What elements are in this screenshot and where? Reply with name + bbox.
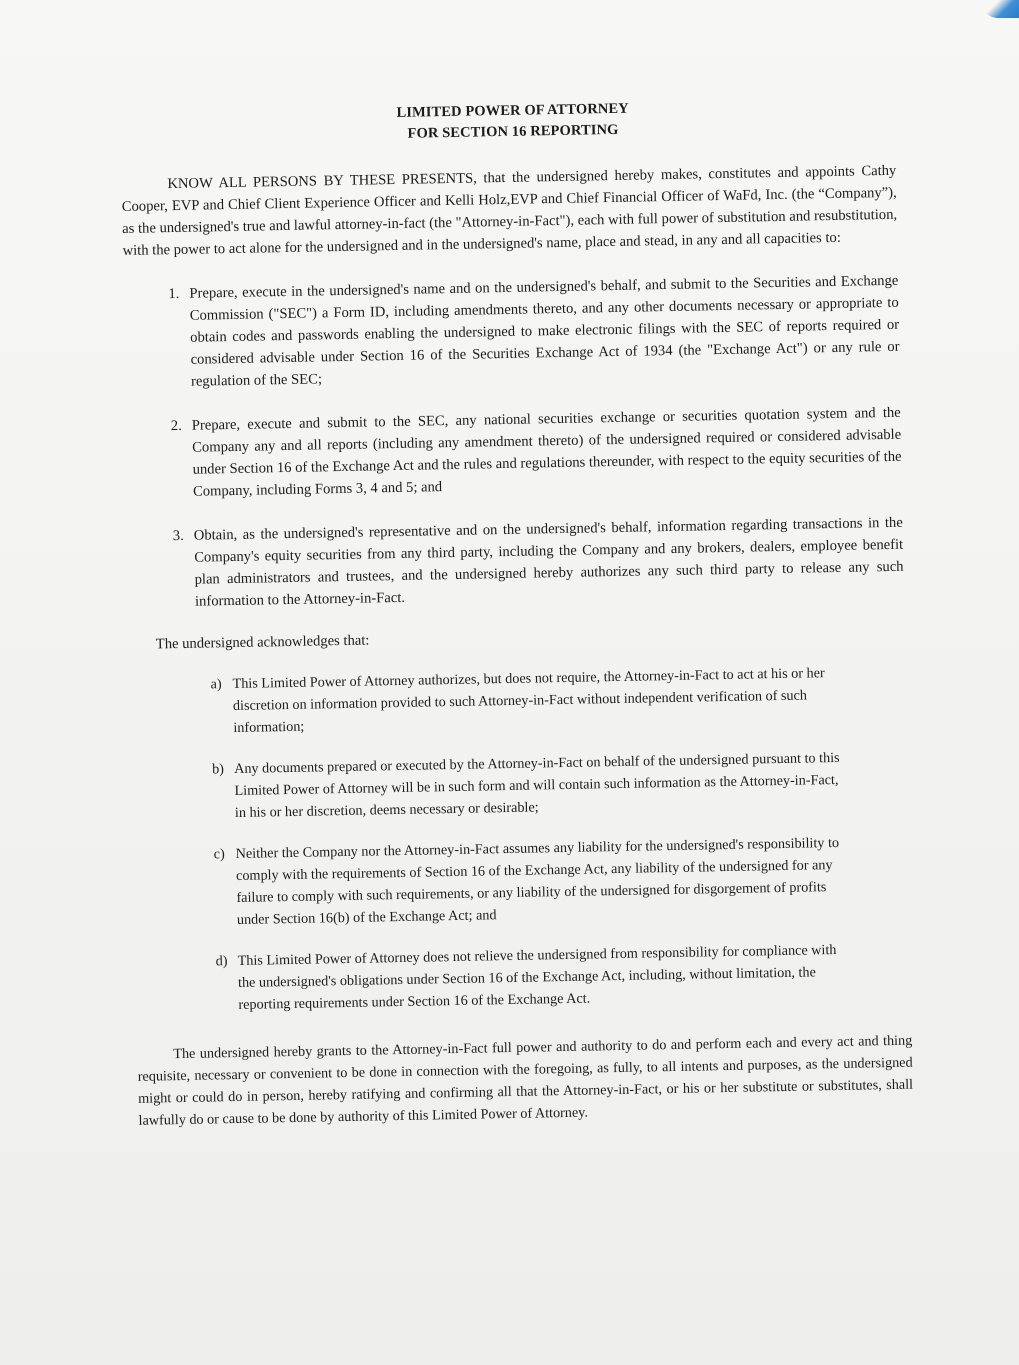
list-item	[126, 402, 902, 504]
list-item-text: This Limited Power of Attorney authorizes, but does not require, the Attorney-in-Fact to act at his or her discretion on information provided to such Attorney-in-Fact without independent verification of such information;	[232, 665, 825, 737]
list-marker: d)	[215, 953, 228, 970]
document-body	[120, 94, 914, 1132]
list-marker: 3.	[172, 527, 184, 545]
list-marker: 2.	[170, 417, 182, 435]
list-item	[134, 831, 910, 933]
document-title	[130, 94, 896, 150]
corner-tab-mark	[983, 0, 1019, 18]
list-item	[132, 746, 908, 826]
title-line-1: LIMITED POWER OF ATTORNEY	[396, 100, 629, 121]
closing-paragraph: The undersigned hereby grants to the Attorney-in-Fact full power and authority to do and perform each and every act and thing requisite, necessary or convenient to be done in connection with the foregoing, as fully, to all intents and purposes, as the undersigned might or could do in person, hereby ratifying and confirming all that the Attorney-in-Fact, or his or her substitute or substitutes, shall lawfully do or cause to be done by authority of this Limited Power of Attorney.	[137, 1032, 914, 1129]
list-item-text: Any documents prepared or executed by the Attorney-in-Fact on behalf of the undersigned pursuant to this Limited Power of Attorney will be in such form and will contain such information as the Attorney-in-Fact, in his or her discretion, deems necessary or desirable;	[233, 749, 840, 822]
list-item-text: Neither the Company nor the Attorney-in-Fact assumes any liability for the undersigned's responsibility to comply with the requirements of Section 16 of the Exchange Act, any liability of the undersigned for any failure to comply with such requirements, or any liability of the undersigned for disgorgement of profits under Section 16(b) of the Exchange Act; and	[235, 834, 840, 928]
powers-list	[123, 270, 904, 614]
acknowledgement-intro: The undersigned acknowledges that:	[155, 632, 370, 653]
list-item-text: Prepare, execute and submit to the SEC, any national securities exchange or securities quotation system and the Company any and all reports (including any amendment thereto) of the undersigned required or considered advisable under Section 16 of the Exchange Act and the rules and regulations thereunder, with respect to the equity securities of the Company, including Forms 3, 4 and 5; and	[191, 404, 902, 500]
intro-paragraph: KNOW ALL PERSONS BY THESE PRESENTS, that the undersigned hereby makes, constitutes and appoints Cathy Cooper, EVP and Chief Client Experience Officer and Kelli Holz,EVP and Chief Financial Officer of WaFd, Inc. (the “Company”), as the undersigned's true and lawful attorney-in-fact (the "Attorney-in-Fact"), each with full power of substitution and resubstitution, with the power to act alone for the undersigned and in the undersigned's name, place and stead, in any and all capacities to:	[121, 162, 898, 259]
list-marker: c)	[213, 846, 225, 863]
list-item	[130, 661, 906, 741]
list-item	[128, 512, 904, 614]
list-item-text: Obtain, as the undersigned's representative and on the undersigned's behalf, information regarding transactions in the Company's equity securities from any third party, including the Company and any brokers, dealers, employee benefit plan administrators and trustees, and the undersigned hereby authorizes any such third party to release any such information to the Attorney-in-Fact.	[193, 514, 904, 610]
list-item	[135, 938, 911, 1018]
acknowledgements-list	[130, 661, 911, 1018]
list-marker: 1.	[168, 285, 180, 303]
list-item-text: Prepare, execute in the undersigned's name and on the undersigned's behalf, and submit to the Securities and Exchange Commission ("SEC") a Form ID, including amendments thereto, and any other documents necessary or appropriate to obtain codes and passwords enabling the undersigned to make electronic filings with the SEC of reports required or considered advisable under Section 16 of the Securities Exchange Act of 1934 (the "Exchange Act") or any rule or regulation of the SEC;	[189, 272, 900, 390]
list-item	[123, 270, 900, 394]
list-item-text: This Limited Power of Attorney does not relieve the undersigned from responsibility for compliance with the undersigned's obligations under Section 16 of the Exchange Act, including, without limitation, the reporting requirements under Section 16 of the Exchange Act.	[237, 942, 837, 1013]
title-line-2: FOR SECTION 16 REPORTING	[407, 121, 619, 142]
list-marker: a)	[210, 676, 222, 693]
list-marker: b)	[211, 761, 225, 778]
